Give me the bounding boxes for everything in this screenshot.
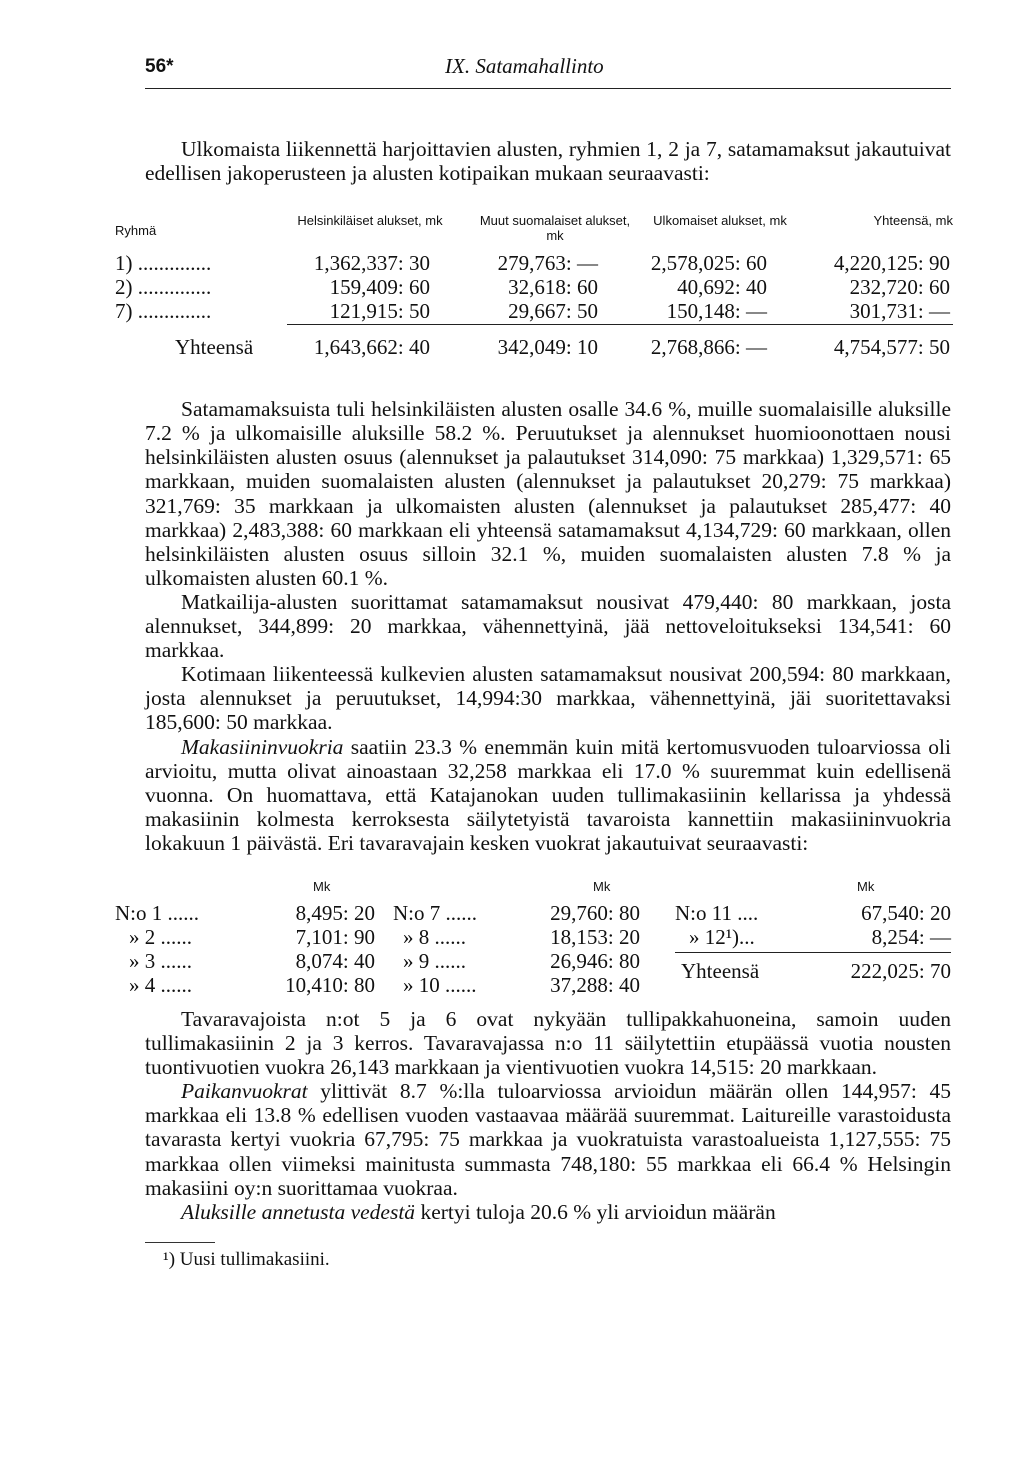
paragraph-water-supply <box>145 1200 951 1224</box>
table-cell: 301,731: — <box>849 299 950 324</box>
row-label: 7) .............. <box>115 299 212 324</box>
table-cell: 159,409: 60 <box>329 275 430 300</box>
total-rule <box>287 324 953 325</box>
row-header: Ryhmä <box>115 223 157 239</box>
rent-value: 37,288: 40 <box>550 972 640 997</box>
warehouse-rent-table <box>115 865 951 999</box>
rent-value: 29,760: 80 <box>550 900 640 925</box>
paragraph-tourist-vessels: Matkailija-alusten suorittamat satamamaksut nousivat 479,440: 80 markkaan, josta alennukset, 344,899: 20 markkaa, vähennettyinä, jää nettoveloitukseksi 134,541: 60 markkaa. <box>145 589 951 663</box>
table-cell: 40,692: 40 <box>677 275 767 300</box>
unit-label: Mk <box>593 878 611 894</box>
total-cell: 342,049: 10 <box>497 335 598 360</box>
rent-value: 8,254: — <box>871 924 951 949</box>
rent-label: N:o 1 ...... <box>115 900 199 925</box>
paragraph-warehouses: Tavaravajoista n:ot 5 ja 6 ovat nykyään tullipakkahuoneina, samoin uuden tullimakasiinin 2 ja 3 kerros. Tavaravajassa n:o 11 säilytettiin etupäässä vuotia nousten tuontivuotien vuokra 26,143 markkaan ja vientivuotien vuokra 14,515: 20 markkaan. <box>145 1006 951 1080</box>
warehouse-rents-text: saatiin 23.3 % enemmän kuin mitä kertomusvuoden tuloarviossa oli arvioitu, mutta olivat ainoastaan 32,258 markkaa eli 17.0 % suuremmat kuin edellisenä vuonna. On huomattava, että Katajanokan uuden tullimakasiinin kellarissa ja yhdessä makasiinin kolmesta kerroksesta säilytetyistä tavaroista kannettiin makasiininvuokria lokakuun 1 päivästä. Eri tavaravajain kesken vuokrat jakautuivat seuraavasti: <box>145 734 951 855</box>
table-cell: 2,578,025: 60 <box>650 251 767 276</box>
rent-label: » 8 ...... <box>403 924 466 949</box>
rent-label: » 3 ...... <box>129 948 192 973</box>
intro-paragraph: Ulkomaista liikennettä harjoittavien alusten, ryhmien 1, 2 ja 7, satamamaksut jakautuivat edellisen jakoperusteen ja alusten kotipaikan mukaan seuraavasti: <box>145 137 951 186</box>
rent-value: 7,101: 90 <box>295 924 375 949</box>
document-page <box>115 52 953 1271</box>
table-cell: 29,667: 50 <box>508 299 598 324</box>
col-header-1: Helsinkiläiset alukset, mk <box>297 213 443 229</box>
paragraph-site-rents <box>145 1079 951 1199</box>
footnote <box>163 1249 951 1271</box>
rent-value: 26,946: 80 <box>550 948 640 973</box>
port-fees-table <box>115 201 953 397</box>
water-supply-text: kertyi tuloja 20.6 % yli arvioidun määrän <box>415 1199 776 1224</box>
footnote-rule <box>145 1242 215 1243</box>
rent-total-label: Yhteensä <box>681 958 760 983</box>
col-header-2: Muut suomalaiset alukset, mk <box>479 213 631 244</box>
rent-label: » 12¹)... <box>689 924 755 949</box>
rent-label: » 10 ...... <box>403 972 477 997</box>
table-cell: 150,148: — <box>666 299 767 324</box>
table-cell: 32,618: 60 <box>508 275 598 300</box>
unit-label: Mk <box>313 878 331 894</box>
rent-total-value: 222,025: 70 <box>850 958 951 983</box>
rent-value: 8,495: 20 <box>295 900 375 925</box>
site-rents-text: ylittivät 8.7 %:lla tuloarviossa arvioidun määrän ollen 144,957: 45 markkaa eli 13.8 % edellisen vuoden vastaavaa määrää suuremmat. Laitureille varastoidusta tavarasta kertyi vuokria 67,795: 75 markkaa ja vuokratuista varastoalueista 1,127,555: 75 markkaa ollen viimeksi mainitusta summasta 748,180: 55 markkaa eli 66.4 % Helsingin makasiini oy:n suorittamaa vuokraa. <box>145 1079 951 1200</box>
rent-label: » 4 ...... <box>129 972 192 997</box>
total-rule <box>675 952 951 953</box>
total-cell: 4,754,577: 50 <box>833 335 950 360</box>
col-header-4: Yhteensä, mk <box>873 213 953 229</box>
footnote-mark: ¹) <box>163 1248 176 1270</box>
total-cell: 2,768,866: — <box>650 335 767 360</box>
total-label: Yhteensä <box>175 335 254 360</box>
warehouse-rents-heading: Makasiininvuokria <box>181 734 344 759</box>
table-cell: 1,362,337: 30 <box>313 251 430 276</box>
col-header-3: Ulkomaiset alukset, mk <box>653 213 787 229</box>
rent-value: 67,540: 20 <box>861 900 951 925</box>
page-header <box>145 52 951 89</box>
paragraph-port-fee-shares: Satamamaksuista tuli helsinkiläisten alusten osalle 34.6 %, muille suomalaisille aluksille 7.2 % ja ulkomaisille aluksille 58.2 %. Peruutukset ja alennukset huomioonottaen nousi helsinkiläisten alusten osuus (alennukset ja palautukset 314,090: 75 markkaa) 1,329,571: 65 markkaan, muiden suomalaisten alusten (alennukset ja palautukset 20,279: 75 markkaa) 321,769: 35 markkaan ja ulkomaisten alusten (alennukset ja palautukset 285,477: 40 markkaa) 2,483,388: 60 markkaan eli yhteensä satamamaksut 4,134,729: 60 markkaan, ollen helsinkiläisten alusten osuus silloin 32.1 %, muiden suomalaisten alusten 7.8 % ja ulkomaisten alusten 60.1 %. <box>145 397 951 590</box>
row-label: 2) .............. <box>115 275 212 300</box>
unit-label: Mk <box>857 878 875 894</box>
rent-value: 18,153: 20 <box>550 924 640 949</box>
rent-label: » 9 ...... <box>403 948 466 973</box>
rent-label: » 2 ...... <box>129 924 192 949</box>
paragraph-domestic-traffic: Kotimaan liikenteessä kulkevien alusten satamamaksut nousivat 200,594: 80 markkaan, josta alennukset ja peruutukset, 14,994:30 markkaa, vähennettyinä, jäi suoritettavaksi 185,600: 50 markkaa. <box>145 662 951 735</box>
table-cell: 279,763: — <box>497 251 598 276</box>
total-cell: 1,643,662: 40 <box>313 335 430 360</box>
water-supply-heading: Aluksille annetusta vedestä <box>181 1199 416 1224</box>
rent-value: 8,074: 40 <box>295 948 375 973</box>
rent-value: 10,410: 80 <box>285 972 375 997</box>
table-cell: 121,915: 50 <box>329 299 430 324</box>
row-label: 1) .............. <box>115 251 212 276</box>
paragraph-warehouse-rents <box>145 735 951 855</box>
page-number: 56* <box>145 56 174 77</box>
table-cell: 4,220,125: 90 <box>833 251 950 276</box>
rent-label: N:o 11 .... <box>675 900 759 925</box>
site-rents-heading: Paikanvuokrat <box>181 1079 308 1104</box>
rent-label: N:o 7 ...... <box>393 900 477 925</box>
table-cell: 232,720: 60 <box>849 275 950 300</box>
section-title: IX. Satamahallinto <box>445 54 604 78</box>
footnote-text: Uusi tullimakasiini. <box>179 1248 330 1270</box>
